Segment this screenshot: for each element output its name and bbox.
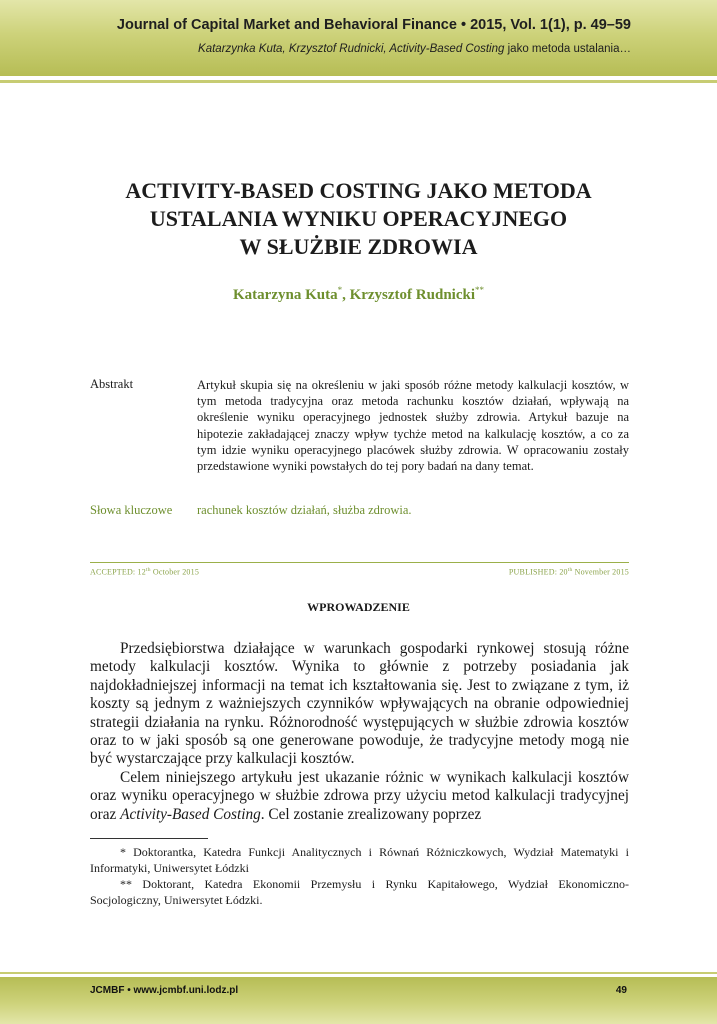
accepted-suffix: October 2015 [150, 567, 200, 577]
paragraph-text: . Cel zostanie zrealizowany poprzez [260, 805, 482, 823]
running-head-italic: Katarzynka Kuta, Krzysztof Rudnicki, Activity-Based Costing [198, 43, 505, 55]
keywords-text: rachunek kosztów działań, służba zdrowia. [197, 503, 412, 517]
article-title [0, 177, 717, 261]
section-heading: WPROWADZENIE [307, 600, 410, 614]
published-prefix: PUBLISHED: 20 [508, 567, 568, 577]
footer-journal-url: JCMBF • www.jcmbf.uni.lodz.pl [90, 985, 239, 996]
published-sup: th [567, 567, 573, 573]
header-rule [0, 80, 717, 83]
paragraph-italic: Activity-Based Costing [120, 805, 261, 823]
published-suffix: November 2015 [572, 567, 629, 577]
accepted-sup: th [145, 567, 151, 573]
footnote: ** Doktorant, Katedra Ekonomii Przemysłu i Rynku Kapitałowego, Wydział Ekonomiczno-Socjologiczny, Uniwersytet Łódzki. [90, 877, 629, 907]
running-head-rest: jako metoda ustalania… [504, 43, 631, 55]
title-line: ACTIVITY-BASED COSTING JAKO METODA [125, 178, 592, 203]
page-number: 49 [615, 985, 627, 996]
paragraph [90, 769, 629, 824]
author-footnote-mark: ** [475, 285, 484, 295]
dates-rule [90, 562, 629, 563]
published-date [509, 567, 629, 577]
body-text [90, 640, 629, 824]
author-separator: , [342, 287, 350, 303]
title-line: USTALANIA WYNIKU OPERACYJNEGO [149, 206, 568, 231]
footnote: * Doktorantka, Katedra Funkcji Analitycznych i Równań Różniczkowych, Wydział Matematyki i Informatyki, Uniwersytet Łódzki [90, 845, 629, 875]
title-line: W SŁUŻBIE ZDROWIA [239, 234, 478, 259]
running-head [198, 43, 631, 55]
abstract-text: Artykuł skupia się na określeniu w jaki sposób różne metody kalkulacji kosztów, w tym metoda tradycyjna oraz metoda rachunku kosztów działań, wpływają na określenie wyniku operacyjnego jednostek służby zdrowia. Artykuł bazuje na hipotezie zakładającej znaczy wpływ tychże metod na kalkulację kosztów, a co za tym idzie wyniku operacyjnego placówek służby zdrowia. W opracowaniu zostały przedstawione wyniki powstałych do tej pory badań na dany temat. [197, 378, 629, 474]
journal-citation: Journal of Capital Market and Behavioral Finance • 2015, Vol. 1(1), p. 49–59 [116, 17, 631, 33]
header-band [0, 0, 717, 76]
authors [0, 285, 717, 304]
paragraph-text: Celem niniejszego artykułu jest ukazanie różnic w wynikach kalkulacji kosztów oraz wyniku operacyjnego w służbie zdrowa przy użyciu metod kalkulacji tradycyjnej oraz [90, 768, 629, 823]
author-name: Katarzyna Kuta [233, 287, 338, 303]
footer-rule [0, 972, 717, 974]
abstract-label: Abstrakt [90, 377, 134, 391]
paragraph: Przedsiębiorstwa działające w warunkach gospodarki rynkowej stosują różne metody kalkulacji kosztów. Wynika to głównie z potrzeby posiadania jak najdokładniejszej informacji na temat ich kształtowania się. Jest to związane z tym, iż koszty są jednym z ważniejszych czynników wpływających na obranie odpowiedniej strategii działania na rynku. Różnorodność występujących w służbie zdrowia kosztów oraz to w jaki sposób są one generowane powoduje, że tradycyjne metody mogą nie być wystarczające przy kalkulacji kosztów. [90, 640, 629, 768]
footnote-rule [90, 838, 208, 839]
footnotes [90, 844, 629, 908]
keywords-label: Słowa kluczowe [90, 503, 173, 517]
author-name: Krzysztof Rudnicki [349, 287, 475, 303]
accepted-date [90, 567, 199, 577]
accepted-prefix: ACCEPTED: 12 [90, 567, 146, 577]
author-footnote-mark: * [337, 285, 343, 295]
